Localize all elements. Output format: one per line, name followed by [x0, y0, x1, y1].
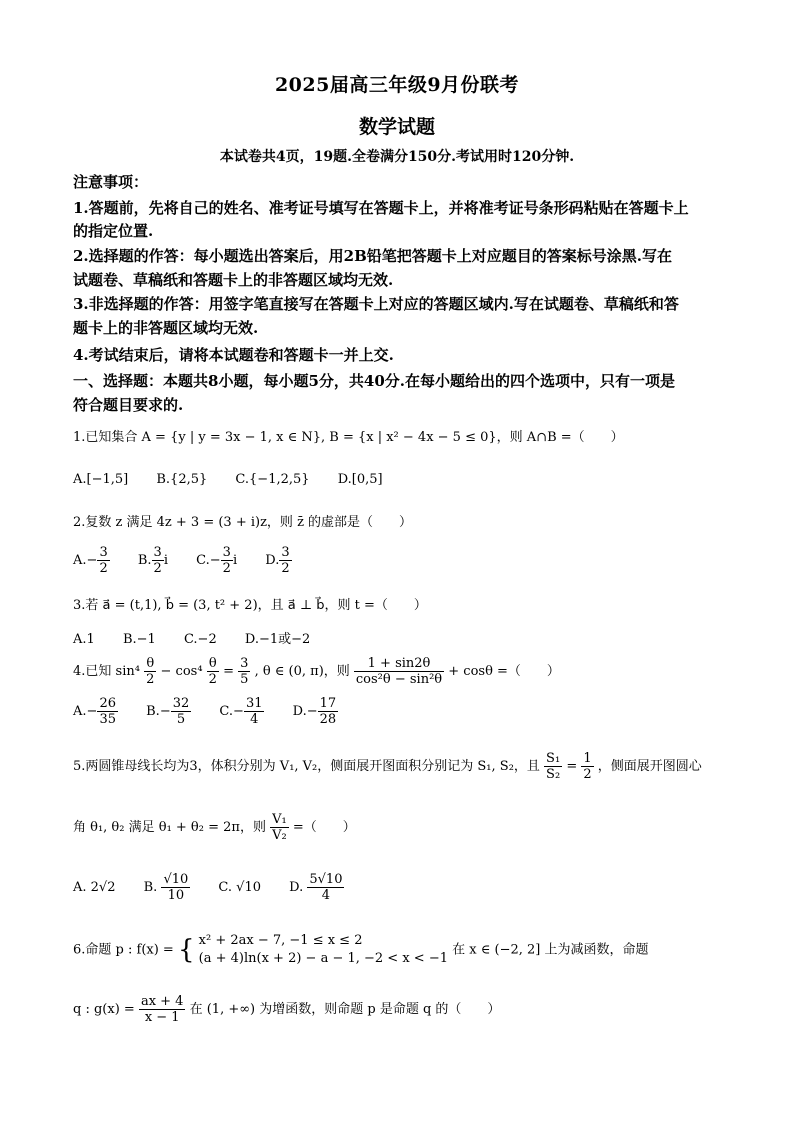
exam-info: 本试卷共4页，19题.全卷满分150分.考试用时120分钟. — [219, 149, 575, 165]
question-3-stem: 3.若 a⃗ = (t,1), b⃗ = (3, t² + 2)，且 a⃗ ⊥ b⃗，则 t =（ ） — [73, 598, 427, 613]
question-1-options — [73, 470, 753, 490]
option-a: A. 2√2 — [73, 880, 116, 895]
option-c: C.− $\frac{31}{4}$ — [219, 696, 263, 727]
option-d: D.− $\frac{17}{28}$ — [292, 696, 337, 727]
question-6-stem-cont: q : g(x) = $\frac{ax + 4}{x - 1}$ 在 (1, +∞) 为增函数，则命题 p 是命题 q 的（ ） — [73, 994, 501, 1025]
option-d: D. $\frac{3}{2}$ — [265, 545, 290, 576]
notes-heading: 注意事项： — [73, 173, 149, 191]
option-b: B.−1 — [122, 632, 156, 647]
note-line: 的指定位置. — [73, 222, 154, 240]
question-2-stem: 2.复数 z 满足 4z + 3 = (3 + i)z，则 z̄ 的虚部是（ ） — [73, 515, 413, 530]
option-a: A.− $\frac{26}{35}$ — [73, 696, 116, 727]
question-4-options — [73, 696, 753, 727]
subject-title: 数学试题 — [358, 116, 435, 138]
option-a: A.[−1,5] — [73, 472, 129, 487]
question-2-options — [73, 545, 753, 576]
exam-title: 2025届高三年级9月份联考 — [274, 74, 520, 96]
note-line: 题卡上的非答题区域均无效. — [73, 319, 259, 337]
question-5-stem-cont: 角 θ₁, θ₂ 满足 θ₁ + θ₂ = 2π，则 $\frac{\text{V₁}}{\text{V₂}}$ =（ ） — [73, 812, 356, 843]
option-b: B.{2,5} — [156, 472, 208, 487]
note-line: 2.选择题的作答：每小题选出答案后，用2B铅笔把答题卡上对应题目的答案标号涂黑.写在 — [73, 247, 673, 265]
option-b: B. $\frac{3}{2}$ i — [137, 545, 168, 576]
piecewise-cases: x² + 2ax − 7, −1 ≤ x ≤ 2 (a + 4)ln(x + 2) − a − 1, −2 < x < −1 — [198, 933, 448, 966]
option-c: C.−2 — [183, 632, 217, 647]
option-c: C. √10 — [218, 880, 261, 895]
option-c: C.− $\frac{3}{2}$ i — [196, 545, 238, 576]
question-5-options — [73, 872, 753, 903]
brace-icon: { — [177, 935, 195, 965]
note-line: 1.答题前，先将自己的姓名、准考证号填写在答题卡上，并将准考证号条形码粘贴在答题卡上 — [73, 199, 689, 217]
option-c: C.{−1,2,5} — [235, 472, 310, 487]
option-b: B. $\frac{√10}{10}$ — [143, 872, 189, 903]
option-d: D.−1或−2 — [244, 632, 311, 647]
option-a: A.− $\frac{3}{2}$ — [73, 545, 108, 576]
option-d: D. $\frac{5√10}{4}$ — [289, 872, 343, 903]
option-d: D.[0,5] — [337, 472, 383, 487]
option-b: B.− $\frac{32}{5}$ — [146, 696, 190, 727]
section-heading-cont: 符合题目要求的. — [73, 396, 184, 414]
question-1-stem: 1.已知集合 A = {y | y = 3x − 1, x ∈ N}, B = {x | x² − 4x − 5 ≤ 0}，则 A∩B =（ ） — [73, 430, 624, 445]
question-5-stem: 5.两圆锥母线长均为3，体积分别为 V₁, V₂，侧面展开图面积分别记为 S₁, S₂，且 $\frac{\text{S₁}}{\text{S₂}}$ = $\frac{1}{2}$ ，侧面展开图圆心 — [73, 751, 702, 782]
note-line: 试题卷、草稿纸和答题卡上的非答题区域均无效. — [73, 271, 394, 289]
question-3-options — [73, 630, 753, 650]
option-a: A.1 — [73, 632, 95, 647]
question-6-stem: 6.命题 p : f(x) = { x² + 2ax − 7, −1 ≤ x ≤ 2 (a + 4)ln(x + 2) − a − 1, −2 < x < −1 在 x ∈ (−2, 2] 上为减函数，命题 — [73, 933, 649, 966]
section-heading: 一、选择题：本题共8小题，每小题5分，共40分.在每小题给出的四个选项中，只有一项是 — [73, 372, 675, 390]
note-line: 3.非选择题的作答：用签字笔直接写在答题卡上对应的答题区域内.写在试题卷、草稿纸和答 — [73, 295, 679, 313]
question-4-stem: 4.已知 sin⁴ $\frac{\theta}{2}$ − cos⁴ $\frac{\theta}{2}$ = $\frac{3}{5}$ , θ ∈ (0, π)，则 $\frac{1 + \sin 2\theta}{\text{cos²θ − sin²θ}}$ + cosθ =（ ） — [73, 656, 560, 687]
note-line: 4.考试结束后，请将本试题卷和答题卡一并上交. — [73, 346, 394, 364]
